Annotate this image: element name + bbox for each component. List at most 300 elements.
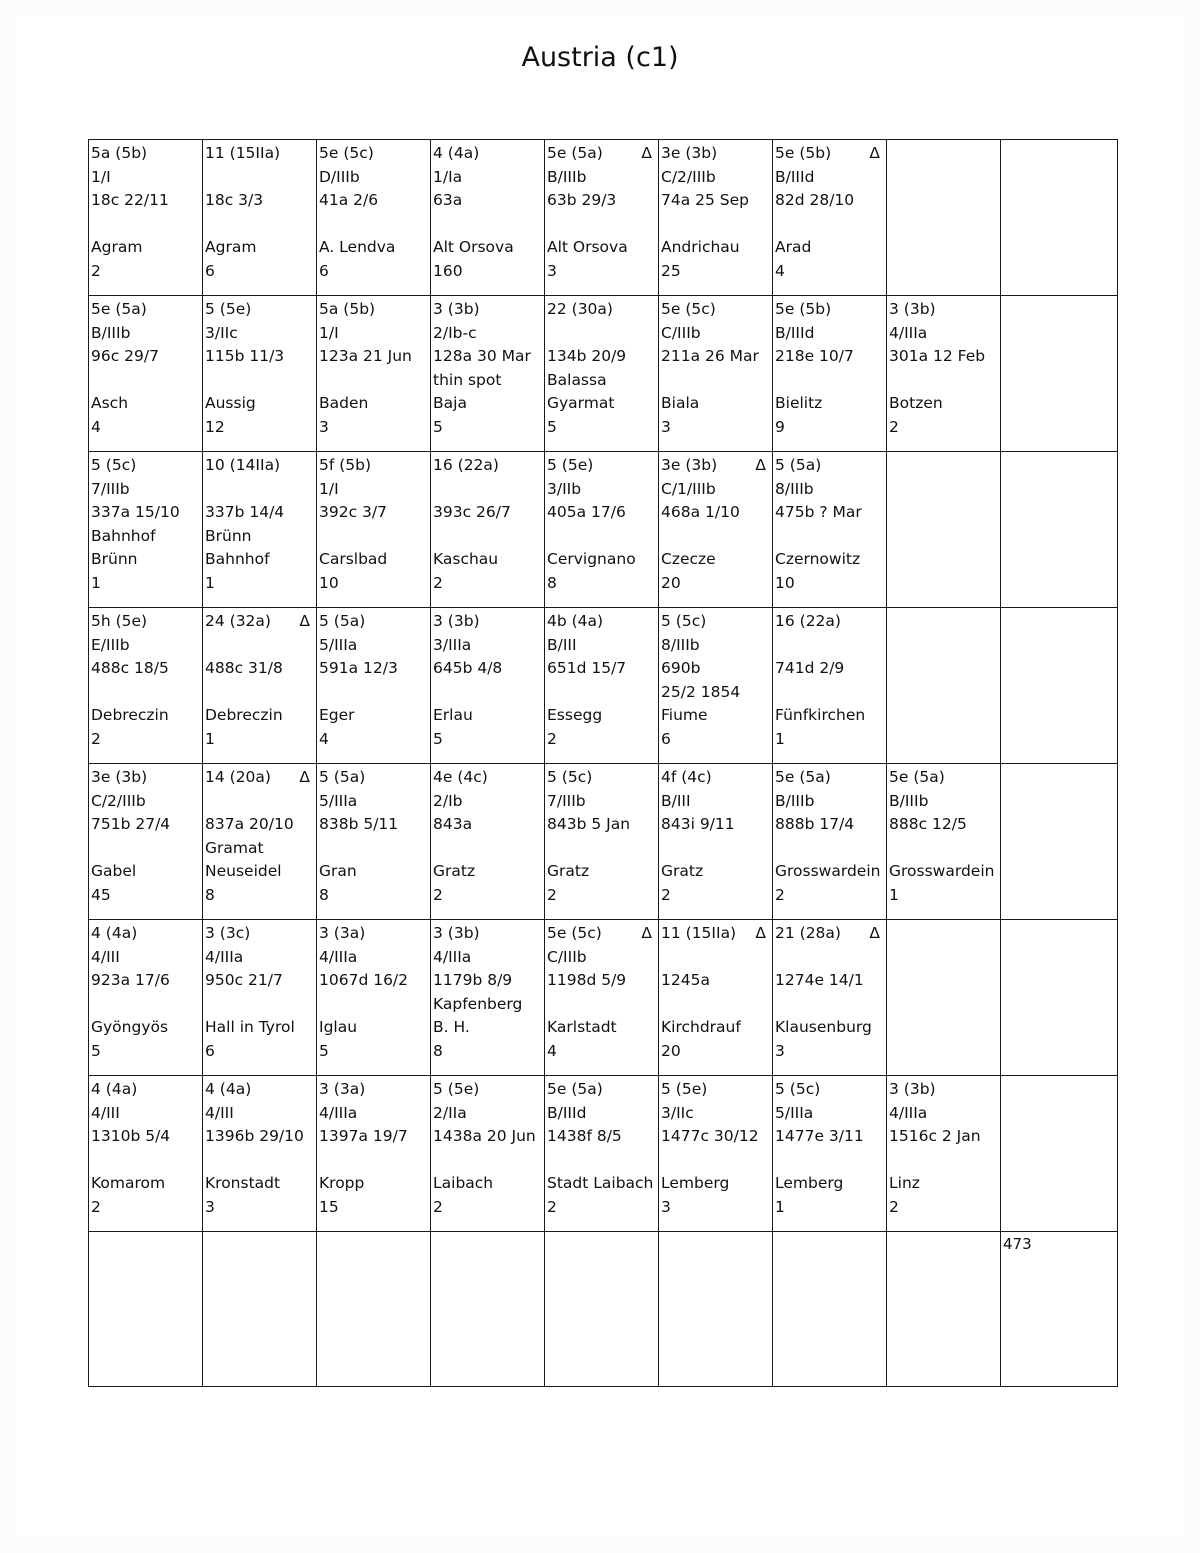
grid-cell — [887, 1076, 1001, 1232]
cell-line — [91, 837, 202, 861]
cell-line: 8/IIIb — [775, 479, 814, 498]
cell-line: 16 (22a) — [775, 612, 841, 630]
grid-cell — [659, 1232, 773, 1387]
cell-content — [203, 452, 316, 607]
grid-cell — [431, 140, 545, 296]
cell-content — [659, 608, 772, 763]
cell-content — [317, 1232, 430, 1386]
cell-line — [319, 213, 430, 237]
cell-line: Bielitz — [775, 394, 823, 412]
cell-line: 4 (4a) — [91, 924, 138, 942]
cell-content — [659, 1076, 772, 1231]
cell-line: 5/IIIa — [319, 635, 358, 654]
cell-line: 10 (14IIa) — [205, 456, 281, 474]
cell-line: 843i 9/11 — [661, 815, 735, 833]
grid-cell-extra — [1001, 140, 1118, 296]
grid-cell — [317, 920, 431, 1076]
grid-row — [89, 920, 1118, 1076]
cell-content — [317, 1076, 430, 1231]
cell-content — [89, 1076, 202, 1231]
cell-line: 5 (5e) — [547, 456, 594, 474]
page-number: 473 — [1003, 1235, 1032, 1253]
cell-line — [91, 213, 202, 237]
cell-line: 337a 15/10 — [91, 503, 180, 521]
grid-cell — [545, 764, 659, 920]
cell-line: Debreczin — [91, 706, 169, 724]
cell-line: B/IIIb — [91, 323, 131, 342]
grid-cell — [317, 452, 431, 608]
cell-line: 1179b 8/9 — [433, 971, 513, 989]
cell-line: 4b (4a) — [547, 612, 604, 630]
grid-cell-extra — [1001, 1232, 1118, 1387]
cell-line: 4/IIIa — [889, 1103, 928, 1122]
cell-line: 6 — [661, 729, 671, 748]
grid-cell — [317, 608, 431, 764]
cell-content — [89, 296, 202, 451]
grid-cell — [887, 140, 1001, 296]
cell-line: Kirchdrauf — [661, 1018, 741, 1036]
cell-line: 1/Ia — [433, 167, 463, 186]
cell-line: 24 (32a) — [205, 612, 271, 630]
cell-line: Agram — [205, 238, 257, 256]
cell-line: Gramat — [205, 838, 264, 857]
cell-line: 1477e 3/11 — [775, 1127, 864, 1145]
delta-mark: Δ — [755, 456, 766, 474]
grid-row — [89, 1232, 1118, 1387]
cell-line: 1516c 2 Jan — [889, 1127, 981, 1145]
grid-cell — [887, 764, 1001, 920]
grid-cell — [89, 140, 203, 296]
cell-content — [887, 140, 1000, 295]
cell-line: 337b 14/4 — [205, 503, 285, 521]
cell-line: 8 — [205, 885, 215, 904]
cell-line — [205, 681, 316, 705]
grid-cell — [317, 296, 431, 452]
cell-content — [89, 1232, 202, 1386]
cell-line — [319, 681, 430, 705]
cell-line: 2 — [91, 729, 101, 748]
cell-line — [661, 946, 772, 970]
cell-line: 4 (4a) — [91, 1080, 138, 1098]
delta-mark: Δ — [869, 924, 880, 942]
grid-cell — [431, 296, 545, 452]
grid-cell — [317, 1076, 431, 1232]
cell-line: 5 (5a) — [319, 768, 366, 786]
cell-line: 5 — [91, 1041, 101, 1060]
cell-line: 134b 20/9 — [547, 347, 627, 365]
cell-line: 5e (5b) — [775, 144, 832, 162]
cell-content — [545, 920, 658, 1075]
cell-line: 645b 4/8 — [433, 659, 503, 677]
cell-line — [547, 322, 658, 346]
cell-content — [89, 920, 202, 1075]
cell-line: Lemberg — [661, 1174, 730, 1192]
grid-cell — [203, 764, 317, 920]
cell-line: 3/IIc — [661, 1103, 694, 1122]
cell-line: 7/IIIb — [91, 479, 130, 498]
cell-line: C/IIIb — [661, 323, 701, 342]
cell-line — [205, 790, 316, 814]
cell-line: 5e (5c) — [661, 300, 716, 318]
cell-content — [431, 920, 544, 1075]
cell-line: Kaschau — [433, 550, 499, 568]
cell-line: 5h (5e) — [91, 612, 148, 630]
cell-line: Andrichau — [661, 238, 740, 256]
cell-line: 5 (5c) — [547, 768, 593, 786]
cell-content — [431, 1076, 544, 1231]
cell-line: 4/III — [91, 947, 120, 966]
cell-content — [545, 764, 658, 919]
cell-line — [547, 681, 658, 705]
cell-line: Gabel — [91, 862, 137, 880]
grid-cell — [545, 452, 659, 608]
cell-content — [773, 608, 886, 763]
cell-line: 21 (28a) — [775, 924, 841, 942]
cell-content — [887, 764, 1000, 919]
cell-line — [775, 993, 886, 1017]
cell-content — [773, 920, 886, 1075]
cell-content — [545, 1232, 658, 1386]
grid-row — [89, 764, 1118, 920]
cell-content — [203, 140, 316, 295]
grid-cell — [545, 140, 659, 296]
cell-content — [203, 296, 316, 451]
cell-line — [433, 1149, 544, 1173]
grid-cell — [431, 1076, 545, 1232]
grid-cell-extra — [1001, 608, 1118, 764]
cell-line: 3 (3b) — [433, 612, 480, 630]
grid-cell — [659, 452, 773, 608]
cell-line: 4/IIIa — [205, 947, 244, 966]
cell-line: 838b 5/11 — [319, 815, 399, 833]
cell-line: 5 (5e) — [661, 1080, 708, 1098]
cell-line — [547, 837, 658, 861]
stamp-grid — [88, 139, 1118, 1387]
cell-line: 4 — [547, 1041, 557, 1060]
cell-content — [887, 452, 1000, 607]
cell-content — [89, 140, 202, 295]
cell-line: 5e (5b) — [775, 300, 832, 318]
cell-line: 1198d 5/9 — [547, 971, 627, 989]
grid-cell — [887, 608, 1001, 764]
grid-cell — [317, 764, 431, 920]
cell-line: Balassa — [547, 370, 607, 389]
cell-line: 2 — [91, 261, 101, 280]
cell-line: 392c 3/7 — [319, 503, 387, 521]
delta-mark: Δ — [641, 144, 652, 162]
cell-line: Lemberg — [775, 1174, 844, 1192]
cell-line: 15 — [319, 1197, 339, 1216]
cell-line: 2 — [889, 417, 899, 436]
cell-line: 8 — [433, 1041, 443, 1060]
grid-cell — [89, 608, 203, 764]
cell-line: Erlau — [433, 706, 473, 724]
cell-line: Gratz — [433, 862, 476, 880]
cell-content — [887, 1076, 1000, 1231]
cell-line: 1397a 19/7 — [319, 1127, 408, 1145]
cell-line: Gran — [319, 862, 357, 880]
cell-content — [317, 764, 430, 919]
cell-line: 10 — [775, 573, 795, 592]
cell-line: 3 (3b) — [889, 1080, 936, 1098]
cell-line — [205, 993, 316, 1017]
grid-cell-extra — [1001, 764, 1118, 920]
cell-line: B. H. — [433, 1018, 470, 1036]
cell-line: 22 (30a) — [547, 300, 613, 318]
delta-mark: Δ — [755, 924, 766, 942]
cell-line: 3 — [319, 417, 329, 436]
cell-content — [887, 1232, 1000, 1386]
cell-line: 1396b 29/10 — [205, 1127, 304, 1145]
cell-line: B/III — [547, 635, 577, 654]
cell-content — [773, 452, 886, 607]
cell-line: 5 — [433, 729, 443, 748]
cell-line — [889, 837, 1000, 861]
cell-content — [545, 140, 658, 295]
cell-line: B/IIId — [775, 323, 815, 342]
cell-line: 6 — [205, 1041, 215, 1060]
cell-line: 5e (5a) — [547, 1080, 603, 1098]
cell-line: 25/2 1854 — [661, 682, 741, 701]
cell-line: 3 (3b) — [433, 300, 480, 318]
cell-line: Kropp — [319, 1174, 365, 1192]
cell-line — [775, 837, 886, 861]
cell-line: 3 — [661, 417, 671, 436]
cell-line — [319, 993, 430, 1017]
grid-cell — [431, 764, 545, 920]
cell-content — [89, 764, 202, 919]
cell-line: 20 — [661, 1041, 681, 1060]
cell-line: 5 (5c) — [775, 1080, 821, 1098]
cell-content — [203, 1076, 316, 1231]
cell-line: B/IIIb — [547, 167, 587, 186]
cell-line: 5e (5c) — [319, 144, 374, 162]
cell-line: 41a 2/6 — [319, 191, 379, 209]
grid-cell — [431, 920, 545, 1076]
cell-line: 3 (3a) — [319, 1080, 366, 1098]
cell-line: 1 — [775, 729, 785, 748]
cell-line: 3/IIb — [547, 479, 582, 498]
cell-line: Gratz — [547, 862, 590, 880]
cell-line: 11 (15IIa) — [205, 144, 281, 162]
cell-line — [319, 837, 430, 861]
cell-line: Alt Orsova — [547, 238, 628, 256]
cell-line: 1067d 16/2 — [319, 971, 409, 989]
cell-line: Alt Orsova — [433, 238, 514, 256]
cell-line — [205, 369, 316, 393]
cell-line: Baja — [433, 394, 467, 412]
cell-line: 5 (5e) — [433, 1080, 480, 1098]
cell-line: 4/IIIa — [319, 1103, 358, 1122]
cell-line: 4 (4a) — [205, 1080, 252, 1098]
cell-line: Stadt Laibach — [547, 1174, 654, 1192]
grid-cell — [317, 1232, 431, 1387]
cell-line: 218e 10/7 — [775, 347, 854, 365]
cell-line: 45 — [91, 885, 111, 904]
grid-cell — [203, 1232, 317, 1387]
cell-line: 651d 15/7 — [547, 659, 627, 677]
cell-line: 5a (5b) — [91, 144, 148, 162]
cell-line: C/1/IIIb — [661, 479, 716, 498]
cell-line: Debreczin — [205, 706, 283, 724]
cell-content — [545, 452, 658, 607]
cell-line: 4/III — [91, 1103, 120, 1122]
cell-line: 2 — [433, 573, 443, 592]
cell-line: 1438f 8/5 — [547, 1127, 622, 1145]
cell-line: 2/IIa — [433, 1103, 467, 1122]
cell-line: 4/III — [205, 1103, 234, 1122]
grid-cell — [887, 1232, 1001, 1387]
cell-line: 3/IIc — [205, 323, 238, 342]
cell-line: thin spot — [433, 370, 502, 389]
cell-line: 4e (4c) — [433, 768, 488, 786]
cell-line: 5e (5a) — [547, 144, 603, 162]
cell-line — [433, 213, 544, 237]
cell-line — [205, 213, 316, 237]
cell-line: 2 — [547, 729, 557, 748]
cell-content — [203, 764, 316, 919]
page-title: Austria (c1) — [521, 42, 679, 73]
grid-cell — [887, 920, 1001, 1076]
cell-content — [545, 296, 658, 451]
cell-line: 3 (3a) — [319, 924, 366, 942]
cell-content — [317, 140, 430, 295]
cell-content — [773, 1232, 886, 1386]
cell-line: 4 — [319, 729, 329, 748]
delta-mark: Δ — [299, 768, 310, 786]
grid-cell — [659, 1076, 773, 1232]
cell-line — [661, 837, 772, 861]
cell-content — [659, 1232, 772, 1386]
cell-content — [773, 1076, 886, 1231]
cell-line: 1245a — [661, 971, 710, 989]
grid-cell — [203, 1076, 317, 1232]
cell-line: 923a 17/6 — [91, 971, 170, 989]
grid-cell — [773, 1076, 887, 1232]
cell-line — [319, 525, 430, 549]
cell-content — [773, 296, 886, 451]
cell-line: 5 — [433, 417, 443, 436]
grid-cell — [89, 1076, 203, 1232]
cell-line: 20 — [661, 573, 681, 592]
cell-line: 741d 2/9 — [775, 659, 845, 677]
cell-content — [887, 920, 1000, 1075]
cell-line: 393c 26/7 — [433, 503, 511, 521]
cell-line: 4/IIIa — [889, 323, 928, 342]
cell-content — [431, 140, 544, 295]
grid-cell — [431, 1232, 545, 1387]
cell-content — [89, 452, 202, 607]
grid-cell — [203, 296, 317, 452]
cell-line: 5a (5b) — [319, 300, 376, 318]
cell-line: Gyarmat — [547, 394, 615, 412]
cell-line: Baden — [319, 394, 369, 412]
grid-cell — [545, 1232, 659, 1387]
cell-line: Aussig — [205, 394, 256, 412]
cell-line — [889, 369, 1000, 393]
cell-line — [547, 1149, 658, 1173]
cell-line — [433, 525, 544, 549]
cell-line — [775, 946, 886, 970]
cell-line: 2 — [91, 1197, 101, 1216]
grid-cell — [431, 452, 545, 608]
delta-mark: Δ — [641, 924, 652, 942]
grid-cell — [89, 764, 203, 920]
grid-cell-extra — [1001, 1076, 1118, 1232]
cell-line: 18c 22/11 — [91, 191, 169, 209]
cell-line — [661, 213, 772, 237]
cell-line: 5 (5c) — [91, 456, 137, 474]
cell-line: 74a 25 Sep — [661, 191, 750, 209]
grid-row — [89, 296, 1118, 452]
grid-cell — [659, 920, 773, 1076]
cell-line: 12 — [205, 417, 225, 436]
cell-line: 5f (5b) — [319, 456, 372, 474]
cell-line: 5 — [319, 1041, 329, 1060]
cell-line: 82d 28/10 — [775, 191, 855, 209]
grid-cell-extra — [1001, 920, 1118, 1076]
cell-line: 211a 26 Mar — [661, 347, 759, 365]
grid-cell — [203, 608, 317, 764]
cell-line: Neuseidel — [205, 862, 282, 880]
cell-line — [205, 478, 316, 502]
cell-line: 2 — [889, 1197, 899, 1216]
cell-line — [433, 478, 544, 502]
cell-line — [91, 681, 202, 705]
grid-cell — [773, 764, 887, 920]
cell-line: 1 — [91, 573, 101, 592]
cell-line: B/IIIb — [775, 791, 815, 810]
cell-line: 2 — [433, 885, 443, 904]
cell-line — [775, 525, 886, 549]
grid-row — [89, 140, 1118, 296]
grid-cell — [887, 452, 1001, 608]
cell-line: Czecze — [661, 550, 716, 568]
cell-line: 5/IIIa — [775, 1103, 814, 1122]
cell-line — [205, 1149, 316, 1173]
cell-line: 3 (3b) — [889, 300, 936, 318]
cell-line: 1/I — [319, 323, 339, 342]
cell-content — [659, 764, 772, 919]
cell-line: C/2/IIIb — [661, 167, 716, 186]
cell-line — [775, 369, 886, 393]
cell-line: 1 — [889, 885, 899, 904]
cell-line: Kapfenberg — [433, 994, 523, 1013]
cell-line: 123a 21 Jun — [319, 347, 412, 365]
cell-line: 405a 17/6 — [547, 503, 626, 521]
cell-line: 843b 5 Jan — [547, 815, 631, 833]
cell-line: 843a — [433, 815, 473, 833]
cell-line: 5 (5e) — [205, 300, 252, 318]
cell-line: Brünn — [205, 526, 252, 545]
cell-line: 4f (4c) — [661, 768, 712, 786]
cell-line: 888c 12/5 — [889, 815, 967, 833]
cell-line: Czernowitz — [775, 550, 861, 568]
cell-line: 5 — [547, 417, 557, 436]
cell-line: 4 — [775, 261, 785, 280]
grid-cell — [773, 1232, 887, 1387]
cell-content — [203, 920, 316, 1075]
cell-content — [773, 140, 886, 295]
cell-line: 6 — [205, 261, 215, 280]
grid-cell — [89, 1232, 203, 1387]
cell-content — [203, 1232, 316, 1386]
grid-row — [89, 452, 1118, 608]
cell-line: Biala — [661, 394, 700, 412]
grid-cell — [203, 140, 317, 296]
cell-line: 96c 29/7 — [91, 347, 159, 365]
grid-cell — [659, 608, 773, 764]
